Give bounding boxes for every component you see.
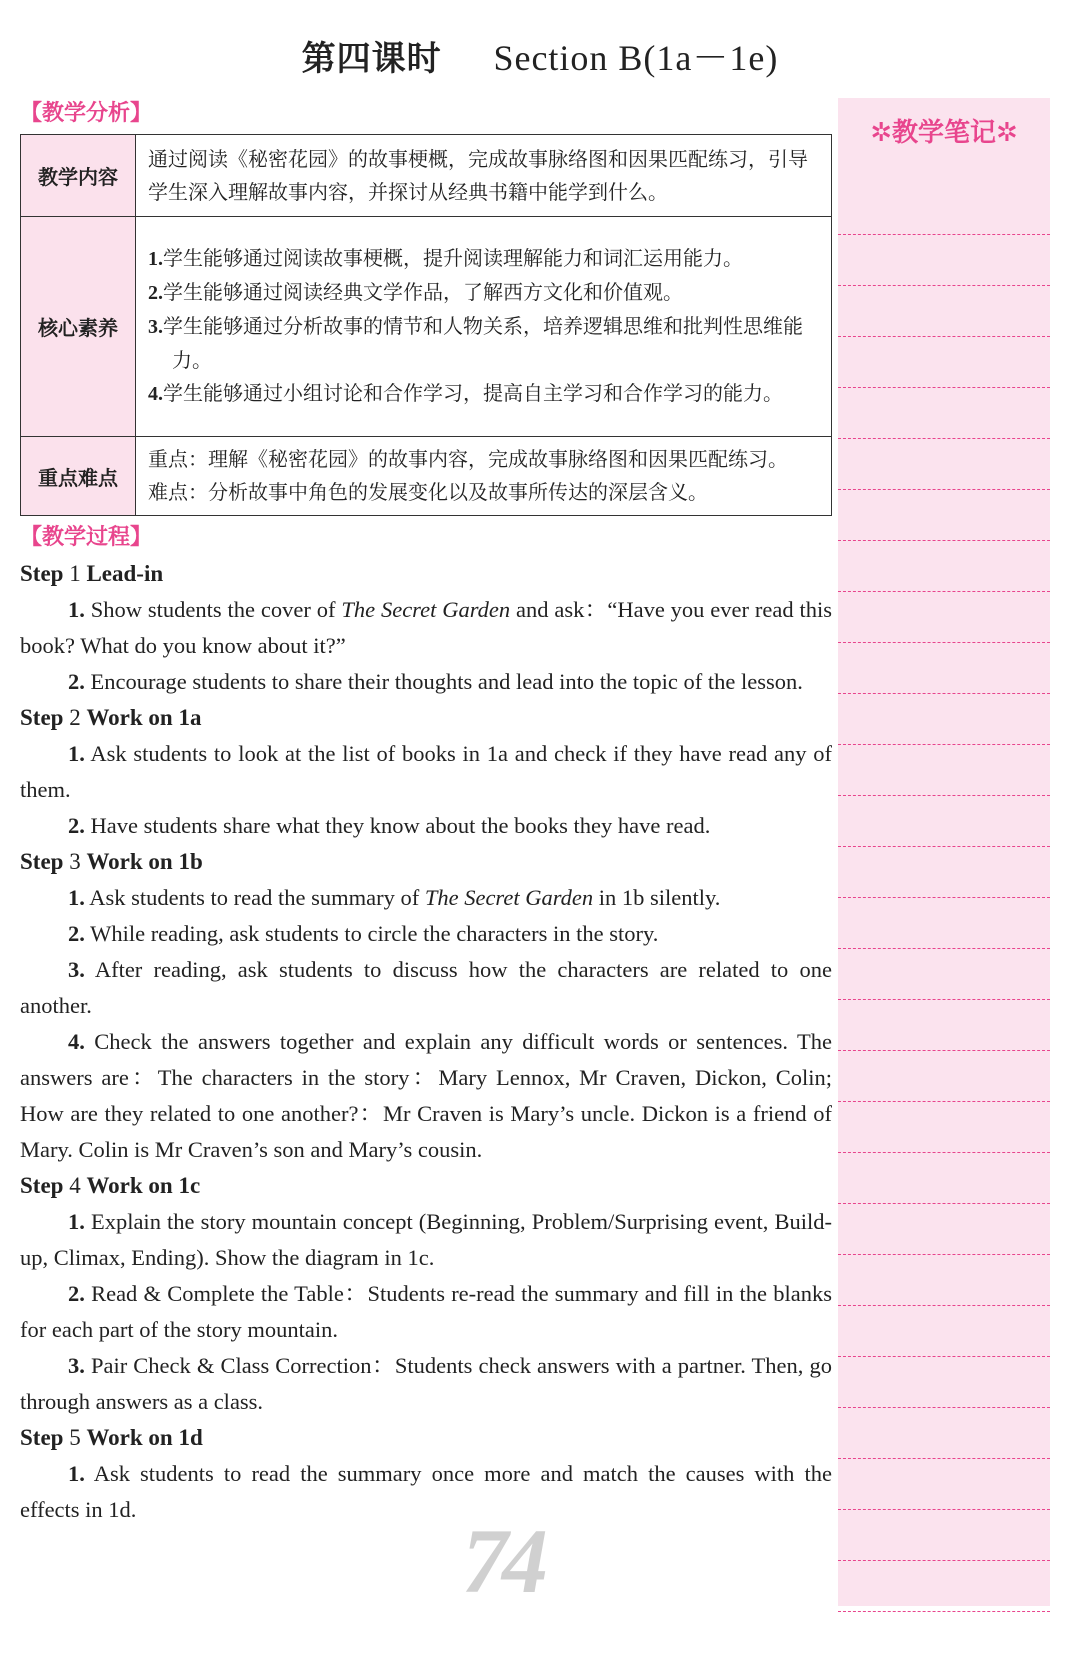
core-row [21,217,832,437]
step-paragraph: 2. While reading, ask students to circle the characters in the story. [68,921,659,946]
core-item: 4.学生能够通过小组讨论和合作学习，提高自主学习和合作学习的能力。 [148,381,783,405]
main-content [20,96,832,1528]
notes-ruled-line [838,592,1050,643]
notes-ruled-line [838,694,1050,745]
core-item: 2.学生能够通过阅读经典文学作品，了解西方文化和价值观。 [148,280,683,304]
step-paragraph: 1. Ask students to read the summary once more and match the causes with the effects in 1d. [20,1461,832,1522]
book-title: The Secret Garden [424,885,594,910]
key-difficulty: 难点：分析故事中角色的发展变化以及故事所传达的深层含义。 [148,480,708,504]
notes-ruled-line [838,898,1050,949]
core-item: 1.学生能够通过阅读故事梗概，提升阅读理解能力和词汇运用能力。 [148,246,743,270]
step-heading: Step 1 Lead-in [20,561,164,586]
lesson-title [0,30,1080,81]
notes-ruled-line [838,796,1050,847]
content-label: 教学内容 [21,135,136,217]
step-heading: Step 2 Work on 1a [20,705,202,730]
section-title: Section B(1a－1e) [493,38,779,78]
notes-lines [838,184,1050,1612]
key-label: 重点难点 [21,437,136,516]
notes-ruled-line [838,1561,1050,1612]
step-heading: Step 3 Work on 1b [20,849,203,874]
teaching-notes-sidebar [838,98,1050,1606]
page-number: 74 [462,1510,542,1612]
notes-ruled-line [838,949,1050,1000]
notes-ruled-line [838,1408,1050,1459]
step-paragraph: 3. Pair Check & Class Correction：Students check answers with a partner. Then, go through answers as a class. [20,1353,832,1414]
step-paragraph: 1. Ask students to look at the list of books in 1a and check if they have read any of them. [20,741,832,802]
content-row [21,135,832,217]
notes-ruled-line [838,1306,1050,1357]
notes-title: ✲教学笔记✲ [870,118,1018,148]
core-label: 核心素养 [21,217,136,437]
step-heading: Step 4 Work on 1c [20,1173,201,1198]
notes-ruled-line [838,235,1050,286]
notes-ruled-line [838,1153,1050,1204]
step-paragraph: 2. Have students share what they know about the books they have read. [68,813,711,838]
core-item: 3.学生能够通过分析故事的情节和人物关系，培养逻辑思维和批判性思维能力。 [148,314,803,372]
notes-ruled-line [838,184,1050,235]
step-paragraph: 1. Ask students to read the summary of The Secret Garden in 1b silently. [68,885,721,910]
notes-ruled-line [838,1255,1050,1306]
content-text: 通过阅读《秘密花园》的故事梗概，完成故事脉络图和因果匹配练习，引导学生深入理解故事内容，并探讨从经典书籍中能学到什么。 [136,135,832,217]
notes-ruled-line [838,1459,1050,1510]
notes-ruled-line [838,1051,1050,1102]
key-row [21,437,832,516]
notes-ruled-line [838,1510,1050,1561]
notes-ruled-line [838,1000,1050,1051]
step-paragraph: 3. After reading, ask students to discuss how the characters are related to one another. [20,957,832,1018]
step-paragraph: 1. Explain the story mountain concept (Beginning, Problem/Surprising event, Build-up, Climax, Ending). Show the diagram in 1c. [20,1209,832,1270]
lesson-number: 第四课时 [301,39,442,79]
notes-ruled-line [838,439,1050,490]
notes-ruled-line [838,1102,1050,1153]
process-heading: 【教学过程】 [20,525,153,550]
analysis-table [20,134,832,516]
book-title: The Secret Garden [341,597,511,622]
notes-ruled-line [838,1204,1050,1255]
key-focus: 重点：理解《秘密花园》的故事内容，完成故事脉络图和因果匹配练习。 [148,447,788,471]
notes-ruled-line [838,745,1050,796]
step-paragraph: 1. Show students the cover of The Secret Garden and ask：“Have you ever read this book? What do you know about it?” [20,597,832,658]
core-list [136,217,832,437]
notes-ruled-line [838,847,1050,898]
step-paragraph: 2. Read & Complete the Table：Students re-read the summary and fill in the blanks for each part of the story mountain. [20,1281,832,1342]
key-text [136,437,832,516]
analysis-heading: 【教学分析】 [20,101,153,126]
notes-ruled-line [838,643,1050,694]
step-heading: Step 5 Work on 1d [20,1425,203,1450]
notes-ruled-line [838,541,1050,592]
notes-ruled-line [838,1357,1050,1408]
notes-ruled-line [838,490,1050,541]
notes-ruled-line [838,286,1050,337]
notes-ruled-line [838,337,1050,388]
notes-ruled-line [838,388,1050,439]
step-paragraph: 2. Encourage students to share their thoughts and lead into the topic of the lesson. [68,669,803,694]
step-paragraph: 4. Check the answers together and explain any difficult words or sentences. The answers are：The characters in the story：Mary Lennox, Mr Craven, Dickon, Colin; How are they related to one another?：Mr Craven is Mary’s uncle. Dickon is a friend of Mary. Colin is Mr Craven’s son and Mary’s cousin. [20,1029,832,1162]
